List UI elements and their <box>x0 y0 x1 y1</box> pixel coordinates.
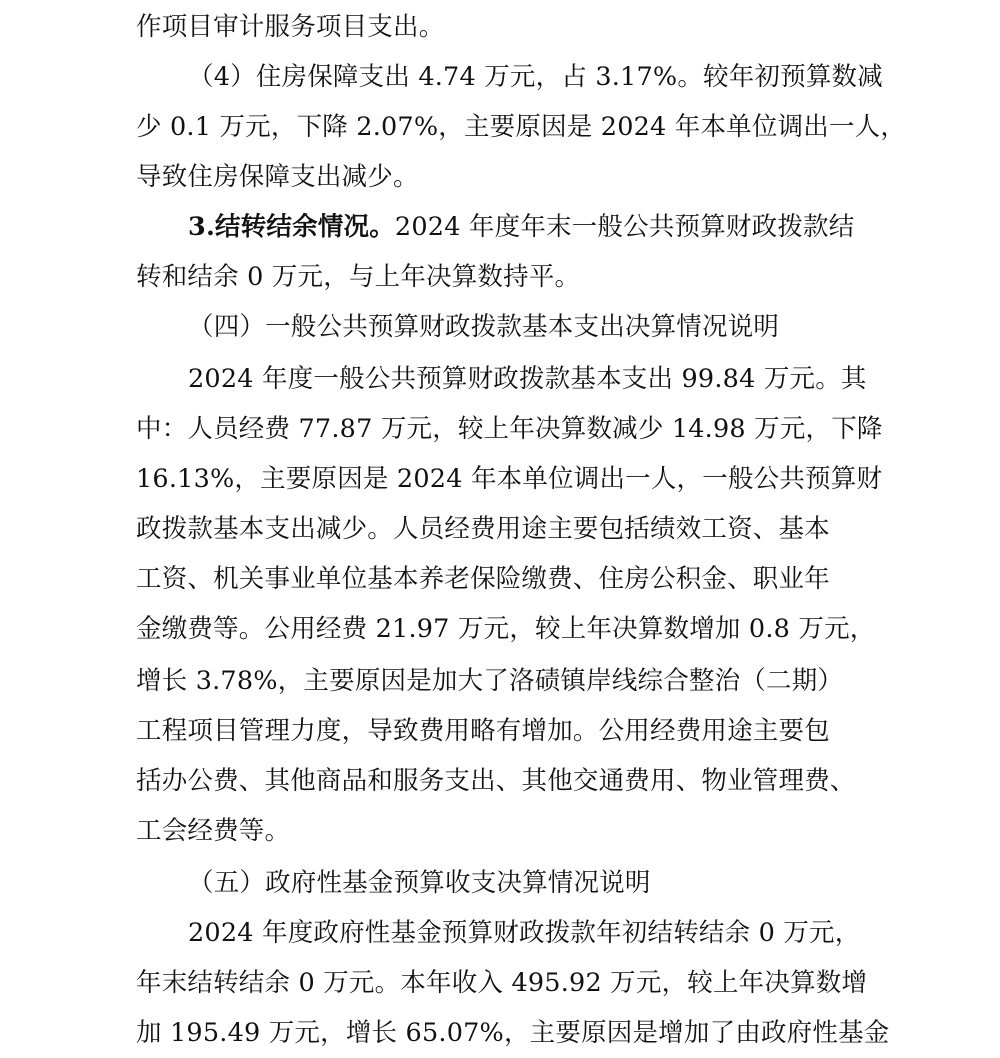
paragraph-line: 政拨款基本支出减少。人员经费用途主要包括绩效工资、基本 <box>136 514 830 544</box>
paragraph-line <box>188 202 854 252</box>
section-heading-bold: 3.结转结余情况。 <box>188 212 395 242</box>
paragraph-text: 2024 年度年末一般公共预算财政拨款结 <box>394 212 855 242</box>
paragraph-line: 转和结余 0 万元，与上年决算数持平。 <box>136 262 581 292</box>
paragraph-line: 中：人员经费 77.87 万元，较上年决算数减少 14.98 万元，下降 <box>136 414 883 444</box>
paragraph-line: 导致住房保障支出减少。 <box>136 162 419 192</box>
paragraph-line: 金缴费等。公用经费 21.97 万元，较上年决算数增加 0.8 万元， <box>136 614 876 644</box>
section-heading: （四）一般公共预算财政拨款基本支出决算情况说明 <box>188 312 780 342</box>
paragraph-line: 括办公费、其他商品和服务支出、其他交通费用、物业管理费、 <box>136 766 856 796</box>
paragraph-line: 2024 年度一般公共预算财政拨款基本支出 99.84 万元。其 <box>188 364 867 394</box>
paragraph-line: 工程项目管理力度，导致费用略有增加。公用经费用途主要包 <box>136 716 830 746</box>
paragraph-line: 工会经费等。 <box>136 816 291 846</box>
paragraph-line: 工资、机关事业单位基本养老保险缴费、住房公积金、职业年 <box>136 564 830 594</box>
section-heading: （五）政府性基金预算收支决算情况说明 <box>188 868 651 898</box>
paragraph-line: （4）住房保障支出 4.74 万元，占 3.17%。较年初预算数减 <box>188 62 883 92</box>
paragraph-line: 年末结转结余 0 万元。本年收入 495.92 万元，较上年决算数增 <box>136 968 868 998</box>
paragraph-line: 作项目审计服务项目支出。 <box>136 12 445 42</box>
paragraph-line: 增长 3.78%，主要原因是加大了洛碛镇岸线综合整治（二期） <box>136 666 844 696</box>
paragraph-line: 2024 年度政府性基金预算财政拨款年初结转结余 0 万元， <box>188 918 861 948</box>
paragraph-line: 加 195.49 万元，增长 65.07%，主要原因是增加了由政府性基金 <box>136 1018 890 1048</box>
paragraph-line: 少 0.1 万元，下降 2.07%，主要原因是 2024 年本单位调出一人， <box>136 112 907 142</box>
paragraph-line: 16.13%，主要原因是 2024 年本单位调出一人，一般公共预算财 <box>136 464 883 494</box>
